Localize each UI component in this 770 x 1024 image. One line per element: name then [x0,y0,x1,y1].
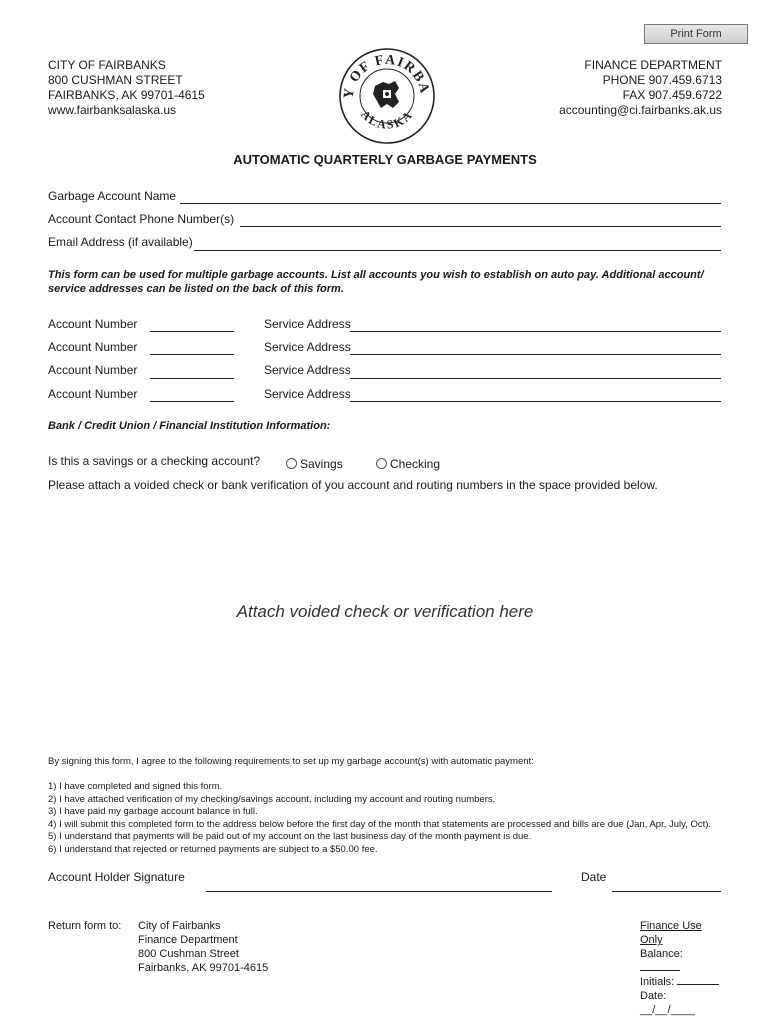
savings-label: Savings [300,457,343,471]
account-number-input-4[interactable] [150,401,234,402]
service-address-label-4: Service Address [264,387,351,401]
service-address-input-4[interactable] [350,401,721,402]
finance-balance-input[interactable] [640,961,680,971]
phone-input[interactable] [240,226,721,227]
email-label: Email Address (if available) [48,235,193,249]
date-input[interactable] [612,891,721,892]
account-number-label-1: Account Number [48,317,138,331]
city-citystate: FAIRBANKS, AK 99701-4615 [48,88,205,102]
finance-balance-row [640,947,724,975]
account-number-input-1[interactable] [150,331,234,332]
form-title: AUTOMATIC QUARTERLY GARBAGE PAYMENTS [233,152,537,167]
email-input[interactable] [194,250,721,251]
instruction-line-2: service addresses can be listed on the back of this form. [48,283,344,295]
service-address-input-2[interactable] [350,354,721,355]
service-address-label-3: Service Address [264,363,351,377]
finance-date-row [640,989,724,1017]
account-name-input[interactable] [180,203,721,204]
attach-check-placeholder: Attach voided check or verification here [236,602,534,621]
savings-radio[interactable] [286,457,343,472]
return-address-line-1: City of Fairbanks [138,920,221,932]
service-address-input-1[interactable] [350,331,721,332]
agreement-item-2: 2) I have attached verification of my checking/savings account, including my account and routing numbers. [48,793,496,805]
return-address [138,919,268,975]
date-label: Date [581,870,607,884]
account-number-input-2[interactable] [150,354,234,355]
agreement-item-3: 3) I have paid my garbage account balance in full. [48,806,258,817]
account-number-label-2: Account Number [48,340,138,354]
finance-date-label: Date: [640,990,667,1002]
finance-use-block [640,919,724,1017]
svg-text:ALASKA: ALASKA [358,107,416,132]
signature-label: Account Holder Signature [48,870,185,884]
city-seal-logo [337,46,437,146]
agreement-item-5: 5) I understand that payments will be paid out of my account on the last business day of the month payment is due. [48,831,532,842]
service-address-input-3[interactable] [350,378,721,379]
return-label: Return form to: [48,920,122,932]
city-street: 800 CUSHMAN STREET [48,73,183,87]
finance-initials-input[interactable] [677,975,719,985]
finance-initials-label: Initials: [640,976,675,988]
instruction-text [48,268,738,296]
finance-email: accounting@ci.fairbanks.ak.us [559,103,722,117]
checking-label: Checking [390,457,441,471]
checking-radio[interactable] [376,457,440,472]
finance-fax: FAX 907.459.6722 [622,88,722,102]
bank-heading: Bank / Credit Union / Financial Institution Information: [48,420,331,432]
service-address-label-2: Service Address [264,340,351,354]
finance-balance-label: Balance: [640,948,683,960]
finance-date-blank[interactable]: __/__/____ [640,1004,696,1016]
city-address-block [48,58,205,118]
finance-initials-row [640,975,724,989]
instruction-line-1: This form can be used for multiple garbage accounts. List all accounts you wish to establish on auto pay. Additional account/ [48,269,704,281]
signature-input[interactable] [206,891,552,892]
agreement-list [48,781,748,856]
city-website: www.fairbanksalaska.us [48,103,177,117]
finance-contact-block [470,58,722,118]
svg-text:CITY OF FAIRBANKS: Y OF FAIRBA [341,52,433,100]
account-number-label-3: Account Number [48,363,138,377]
account-name-label: Garbage Account Name [48,189,177,203]
account-number-input-3[interactable] [150,378,234,379]
finance-department: FINANCE DEPARTMENT [584,58,722,72]
finance-phone: PHONE 907.459.6713 [602,73,722,87]
service-address-label-1: Service Address [264,317,351,331]
phone-label: Account Contact Phone Number(s) [48,212,235,226]
agreement-item-6: 6) I understand that rejected or returned payments are subject to a $50.00 fee. [48,843,378,855]
finance-use-heading: Finance Use Only [640,920,702,946]
agreement-item-1: 1) I have completed and signed this form. [48,781,223,792]
agreement-intro: By signing this form, I agree to the following requirements to set up my garbage account(s) with automatic payment: [48,756,534,767]
city-name: CITY OF FAIRBANKS [48,58,166,72]
return-address-line-4: Fairbanks, AK 99701-4615 [138,962,269,974]
print-form-button[interactable]: Print Form [644,24,748,44]
return-address-line-3: 800 Cushman Street [138,948,239,960]
attach-note: Please attach a voided check or bank verification of you account and routing numbers in the space provided below. [48,478,658,492]
checking-radio-circle-icon[interactable] [376,458,387,469]
agreement-item-4: 4) I will submit this completed form to the address below before the first day of the month that statements are processed and bills are due (Jan, Apr, July, Oct). [48,818,712,830]
return-address-line-2: Finance Department [138,934,238,946]
account-type-question: Is this a savings or a checking account? [48,454,261,468]
savings-radio-circle-icon[interactable] [286,458,297,469]
account-number-label-4: Account Number [48,387,138,401]
